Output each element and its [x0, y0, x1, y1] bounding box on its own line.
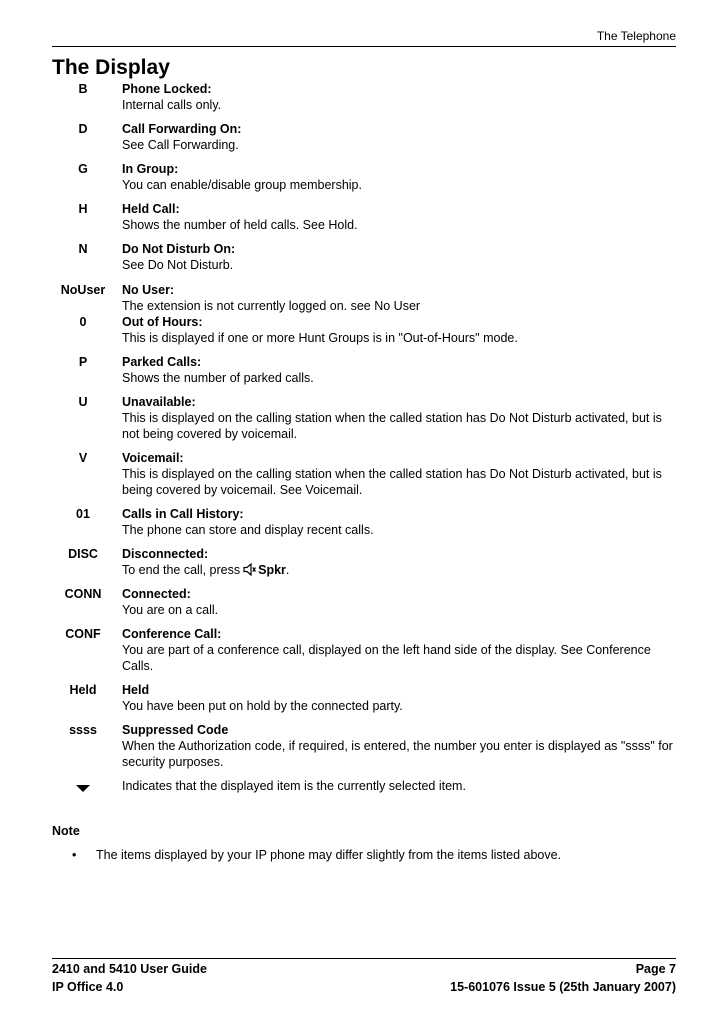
desc: See Do Not Disturb. — [122, 258, 234, 272]
code-b: B — [78, 82, 88, 96]
code-0: 0 — [79, 315, 87, 329]
code-u: U — [78, 395, 88, 409]
bullet-icon: • — [72, 848, 77, 862]
desc: Shows the number of parked calls. — [122, 371, 314, 385]
desc: This is displayed on the calling station when the called station has Do Not Disturb activated, but is not being covered by voicemail. — [122, 411, 662, 441]
desc: You are on a call. — [122, 603, 219, 617]
term: Phone Locked: — [122, 82, 212, 96]
entry-0 — [122, 314, 682, 346]
entry-conf — [122, 626, 682, 674]
term: Call Forwarding On: — [122, 122, 242, 136]
code-01: 01 — [76, 507, 90, 521]
note-text: The items displayed by your IP phone may differ slightly from the items listed above. — [96, 848, 562, 862]
code-g: G — [78, 162, 88, 176]
term: Do Not Disturb On: — [122, 242, 236, 256]
code-p: P — [78, 355, 88, 369]
desc-suffix: . — [285, 563, 290, 577]
code-nouser: NoUser — [60, 283, 106, 297]
desc: You are part of a conference call, displayed on the left hand side of the display. See Conference Calls. — [122, 643, 651, 673]
entry-v — [122, 450, 682, 498]
page-header-section: The Telephone — [596, 29, 676, 43]
entry-selected-indicator — [122, 778, 682, 794]
speaker-icon — [243, 563, 256, 580]
selection-arrow-icon — [76, 785, 90, 792]
entry-b — [122, 81, 682, 113]
entry-nouser — [122, 282, 682, 314]
term: Unavailable: — [122, 395, 196, 409]
footer-page-number: Page 7 — [635, 962, 676, 976]
entry-conn — [122, 586, 682, 618]
desc-text: To end the call, press — [122, 563, 241, 577]
desc: When the Authorization code, if required, is entered, the number you enter is displayed as "ssss" for security purposes. — [122, 739, 673, 769]
desc: You have been put on hold by the connected party. — [122, 699, 403, 713]
term: In Group: — [122, 162, 179, 176]
footer-left — [52, 960, 207, 996]
code-disc: DISC — [68, 547, 98, 561]
desc — [122, 562, 682, 580]
note-heading: Note — [52, 824, 80, 838]
entry-u — [122, 394, 682, 442]
desc: This is displayed on the calling station when the called station has Do Not Disturb activated, but is being covered by voicemail. See Voicemail. — [122, 467, 662, 497]
code-v: V — [78, 451, 88, 465]
term: Conference Call: — [122, 627, 222, 641]
code-ssss: ssss — [69, 723, 97, 737]
code-conf: CONF — [65, 627, 101, 641]
entry-d — [122, 121, 682, 153]
term: Voicemail: — [122, 451, 184, 465]
entry-held — [122, 682, 682, 714]
desc: The phone can store and display recent calls. — [122, 523, 374, 537]
term: No User: — [122, 283, 175, 297]
footer-product: IP Office 4.0 — [52, 980, 124, 994]
term: Held Call: — [122, 202, 180, 216]
footer-rule — [52, 958, 676, 959]
note-list-item — [72, 848, 561, 862]
term: Suppressed Code — [122, 723, 229, 737]
entry-ssss — [122, 722, 682, 770]
term: Calls in Call History: — [122, 507, 244, 521]
footer-guide-title: 2410 and 5410 User Guide — [52, 962, 207, 976]
code-held: Held — [69, 683, 97, 697]
code-d: D — [78, 122, 88, 136]
desc: You can enable/disable group membership. — [122, 178, 362, 192]
desc: Indicates that the displayed item is the currently selected item. — [122, 779, 466, 793]
desc: See Call Forwarding. — [122, 138, 239, 152]
page-title: The Display — [52, 56, 170, 79]
desc: Internal calls only. — [122, 98, 222, 112]
code-n: N — [78, 242, 88, 256]
footer-right — [450, 960, 676, 996]
spkr-key-label: Spkr — [258, 563, 286, 577]
entry-n — [122, 241, 682, 273]
desc: Shows the number of held calls. See Hold. — [122, 218, 358, 232]
code-h: H — [78, 202, 88, 216]
entry-disc — [122, 546, 682, 580]
header-rule — [52, 46, 676, 47]
entry-h — [122, 201, 682, 233]
term: Disconnected: — [122, 547, 209, 561]
desc: The extension is not currently logged on. see No User — [122, 299, 421, 313]
term: Connected: — [122, 587, 191, 601]
term: Out of Hours: — [122, 315, 203, 329]
code-conn: CONN — [64, 587, 102, 601]
footer-issue: 15-601076 Issue 5 (25th January 2007) — [450, 980, 676, 994]
entry-p — [122, 354, 682, 386]
term: Parked Calls: — [122, 355, 202, 369]
entry-01 — [122, 506, 682, 538]
term: Held — [122, 683, 150, 697]
desc: This is displayed if one or more Hunt Groups is in "Out-of-Hours" mode. — [122, 331, 518, 345]
entry-g — [122, 161, 682, 193]
